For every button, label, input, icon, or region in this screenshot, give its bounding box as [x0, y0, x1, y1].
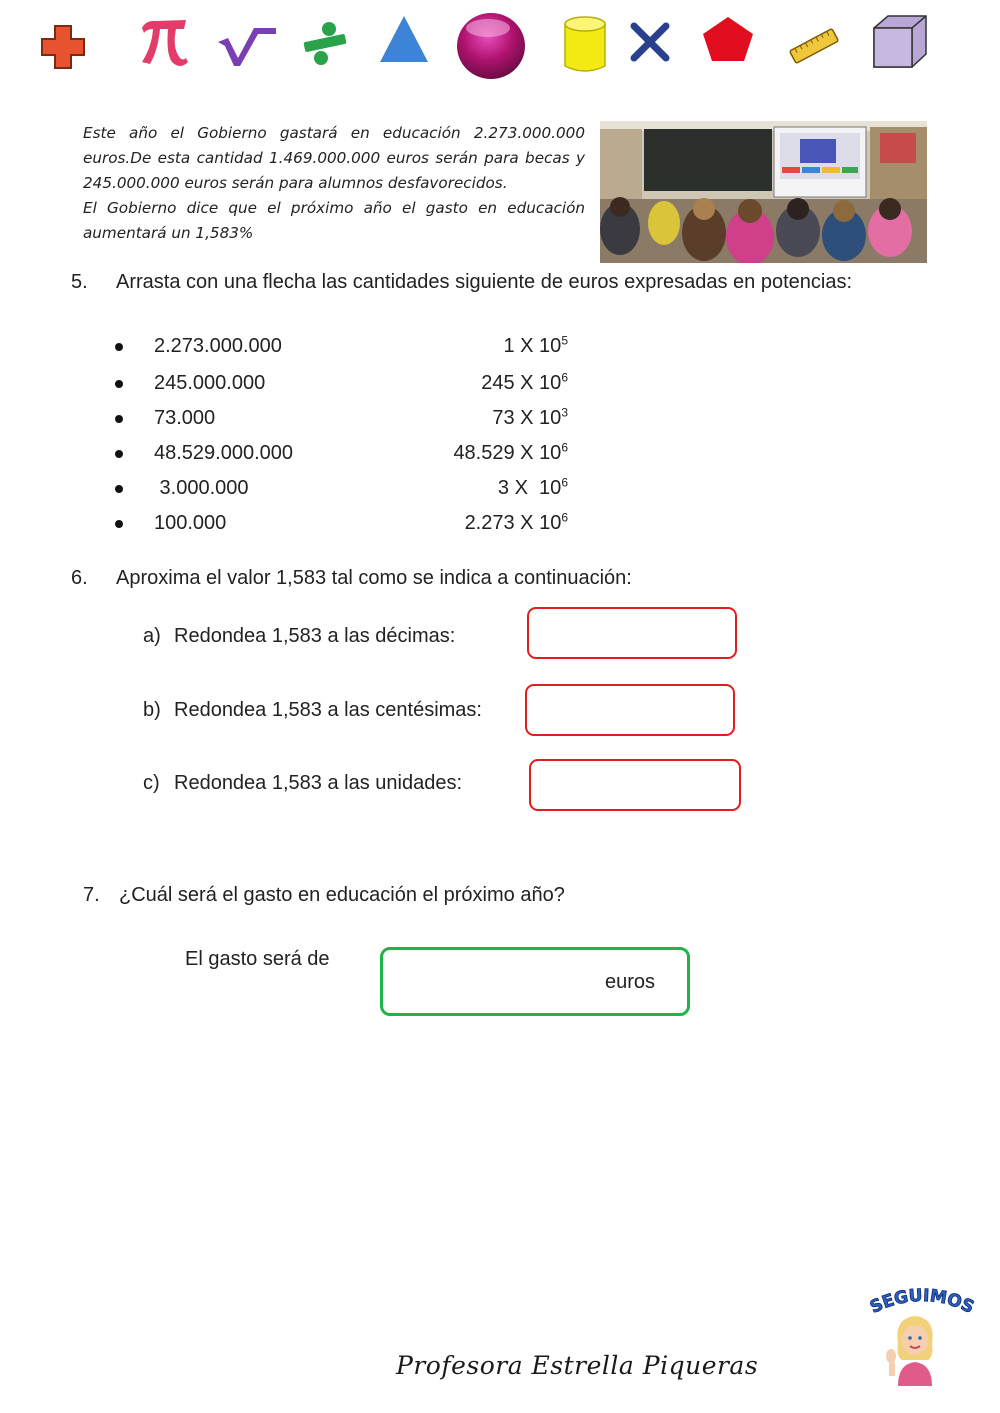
bullet [115, 415, 123, 423]
item-text: Redondea 1,583 a las unidades: [174, 772, 463, 794]
amount-item[interactable]: 3.000.000 [154, 477, 249, 499]
intro-line: El Gobierno dice que el próximo año el gasto en educación aumentará un 1,583% [83, 199, 585, 242]
power-exponent: 6 [561, 510, 568, 525]
bullet [115, 485, 123, 493]
item-label: b) [143, 699, 161, 721]
bullet [115, 520, 123, 528]
amount-item[interactable]: 2.273.000.000 [154, 335, 282, 357]
amount-item[interactable]: 100.000 [154, 512, 227, 534]
question-text: Arrasta con una flecha las cantidades siguiente de euros expresadas en potencias: [116, 271, 853, 293]
power-exponent: 6 [561, 370, 568, 385]
gasto-answer-box[interactable] [380, 947, 690, 1016]
bullet [115, 343, 123, 351]
power-item[interactable] [378, 372, 568, 395]
power-exponent: 6 [561, 440, 568, 455]
sphere-icon [455, 11, 527, 81]
question-text: ¿Cuál será el gasto en educación el próximo año? [119, 884, 565, 906]
power-base: 73 X 10 [492, 407, 562, 429]
power-base: 48.529 X 10 [453, 442, 562, 464]
triangle-icon [378, 12, 430, 64]
teacher-signature: Profesora Estrella Piqueras [396, 1351, 759, 1380]
power-exponent: 3 [561, 405, 568, 420]
amount-item[interactable]: 48.529.000.000 [154, 442, 294, 464]
intro-text [83, 121, 585, 246]
intro-line: Este año el Gobierno gastará en educación 2.273.000.000 euros.De esta cantidad 1.469.000.000 euros serán para becas y 245.000.000 euros serán para alumnos desfavorecidos. [83, 124, 585, 192]
question-text: Aproxima el valor 1,583 tal como se indica a continuación: [116, 567, 632, 589]
question-number: 5. [71, 271, 88, 293]
multiply-icon [628, 22, 672, 62]
decimas-answer-box[interactable] [527, 607, 737, 659]
cube-icon [870, 12, 930, 70]
power-base: 3 X 10 [497, 477, 562, 499]
teacher-avatar [882, 1310, 948, 1386]
power-item[interactable] [378, 512, 568, 535]
power-exponent: 6 [561, 475, 568, 490]
bullet [115, 380, 123, 388]
classroom-photo [600, 121, 927, 263]
amount-item[interactable]: 245.000.000 [154, 372, 266, 394]
item-text: Redondea 1,583 a las décimas: [174, 625, 456, 647]
question-number: 7. [83, 884, 100, 906]
plus-icon [38, 22, 88, 72]
division-icon [300, 20, 350, 66]
ruler-icon [788, 26, 840, 66]
power-item[interactable] [378, 407, 568, 430]
power-item[interactable] [378, 442, 568, 465]
item-text: Redondea 1,583 a las centésimas: [174, 699, 482, 721]
cylinder-icon [561, 14, 609, 76]
badge-text: SEGUIMOS [867, 1285, 977, 1318]
power-item[interactable] [378, 335, 568, 358]
power-exponent: 5 [561, 333, 568, 348]
amount-item[interactable]: 73.000 [154, 407, 216, 429]
power-base: 1 X 10 [503, 335, 562, 357]
item-label: c) [143, 772, 160, 794]
square-root-icon [216, 22, 278, 70]
power-item[interactable] [378, 477, 568, 500]
pi-icon [136, 14, 192, 70]
item-label: a) [143, 625, 161, 647]
bullet [115, 450, 123, 458]
power-base: 245 X 10 [481, 372, 562, 394]
answer-label: El gasto será de [185, 948, 330, 970]
centesimas-answer-box[interactable] [525, 684, 735, 736]
unidades-answer-box[interactable] [529, 759, 741, 811]
pentagon-icon [700, 14, 756, 64]
question-number: 6. [71, 567, 88, 589]
power-base: 2.273 X 10 [464, 512, 562, 534]
unit-label: euros [605, 971, 656, 993]
